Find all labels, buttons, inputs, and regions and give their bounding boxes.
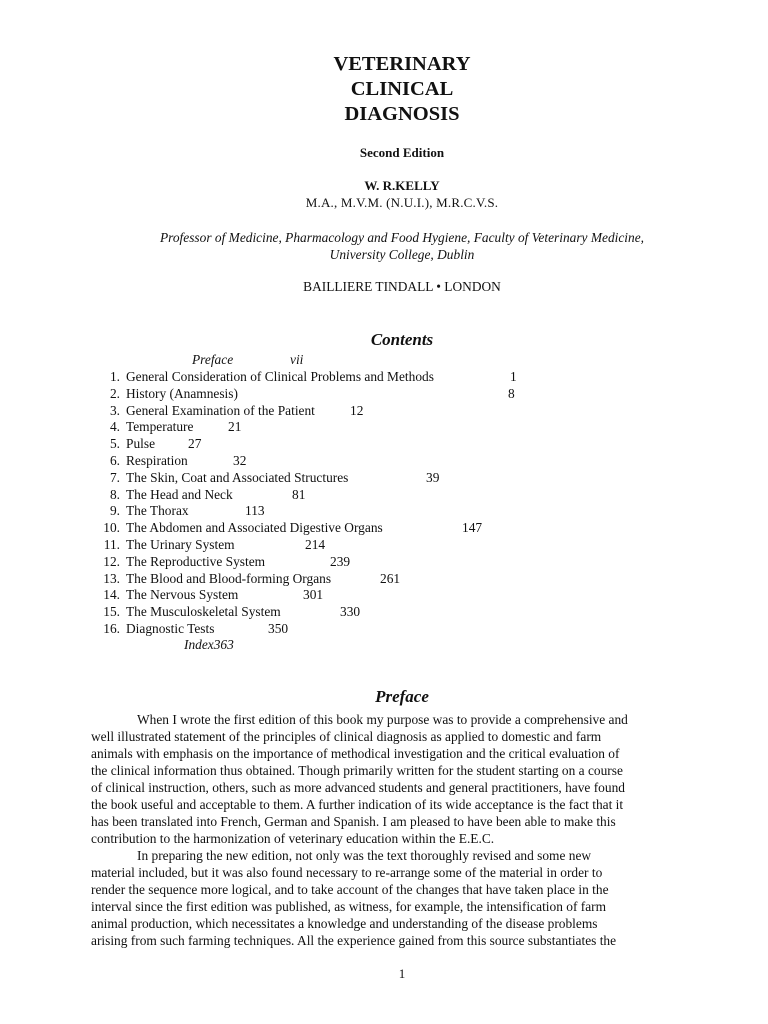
toc-item-page: 8 [508,385,515,401]
page-number: 1 [398,966,406,981]
text-line: material included, but it was also found necessary to re-arrange some of the material in order to [91,865,603,880]
text-line: In preparing the new edition, not only was the text thoroughly revised and some new [137,848,592,863]
toc-item-title: General Examination of the Patient [126,402,315,418]
toc-item-number: 13. [103,570,120,586]
toc-item-title: The Nervous System [126,587,239,603]
toc-item-row [0,553,768,570]
text-line: the book useful and acceptable to them. A further indication of its wide acceptance is the fact that it [91,797,624,812]
text-line: contribution to the harmonization of veterinary education within the E.E.C. [91,831,495,846]
toc-item-title: Diagnostic Tests [126,621,215,636]
preface-heading: Preface [375,687,429,706]
toc-index: Index363 [184,637,234,652]
toc-item-number: 1. [109,369,120,384]
contents-heading: Contents [370,330,434,349]
toc-item-page: 12 [350,402,364,418]
toc-item-title: The Abdomen and Associated Digestive Organs [126,520,383,536]
book-title-line-1: VETERINARY [333,53,471,75]
toc-item-title: Respiration [126,453,188,468]
toc-item-row [0,620,768,637]
toc-item-row [0,402,768,419]
toc-item-title: The Musculoskeletal System [126,604,281,620]
text-line: the clinical information thus obtained. Though primarily written for the student starting on a course [91,763,623,778]
toc-item-number: 15. [103,604,120,620]
toc-item-row [0,469,768,486]
toc-item-page: 239 [330,553,351,569]
toc-item-page: 81 [292,486,306,502]
toc-item-number: 11. [103,537,120,552]
toc-item-row [0,603,768,620]
toc-item-number: 14. [103,587,120,603]
toc-item-row [0,586,768,603]
toc-item-title: The Blood and Blood-forming Organs [126,570,332,586]
toc-item-title: History (Anamnesis) [126,385,238,401]
toc-item-row [0,435,768,452]
toc-item-page: 261 [380,570,401,586]
toc-item-page: 350 [268,621,289,636]
toc-item-row [0,385,768,402]
toc-item-number: 2. [109,385,120,401]
toc-item-title: Pulse [126,436,156,452]
toc-item-row [0,519,768,536]
toc-preface-row [0,351,768,368]
text-line: animal production, which necessitates a knowledge and understanding of the disease problems [91,916,598,931]
toc-item-title: The Head and Neck [126,486,233,502]
toc-item-page: 27 [188,436,202,452]
text-line: When I wrote the first edition of this book my purpose was to provide a comprehensive and [137,712,628,727]
author-affiliation-line-1: Professor of Medicine, Pharmacology and Food Hygiene, Faculty of Veterinary Medicine, [159,230,645,245]
book-title-line-2: CLINICAL [350,78,454,100]
toc-item-title: The Urinary System [126,537,235,552]
toc-item-row [0,570,768,587]
toc-item-page: 214 [305,537,326,552]
toc-item-number: 16. [103,621,120,636]
preface-paragraph-2 [91,847,704,949]
toc-item-number: 5. [109,436,120,452]
toc-item-title: The Thorax [126,503,189,519]
text-line: of clinical instruction, others, such as more advanced students and general practitioners, have found [91,780,625,795]
toc-item-row [0,452,768,469]
toc-item-page: 32 [233,453,247,468]
toc-item-number: 3. [109,402,120,418]
author-name: W. R.KELLY [364,178,440,193]
toc-item-title: The Skin, Coat and Associated Structures [126,469,349,485]
preface-paragraph-1 [91,711,704,847]
toc-item-row [0,368,768,385]
toc-item-number: 12. [103,553,120,569]
toc-preface-label: Preface [192,352,234,367]
toc-item-number: 9. [109,503,120,519]
toc-item-title: General Consideration of Clinical Problems and Methods [126,369,434,384]
toc-preface-page: vii [290,352,304,367]
toc-item-row [0,486,768,503]
toc-item-page: 147 [462,520,483,536]
toc-item-title: The Reproductive System [126,553,266,569]
toc-item-row [0,502,768,519]
text-line: interval since the first edition was published, as witness, for example, the intensification of farm [91,899,607,914]
toc-item-page: 39 [426,469,440,485]
text-line: has been translated into French, German and Spanish. I am pleased to have been able to make this [91,814,616,829]
text-line: well illustrated statement of the principles of clinical diagnosis as applied to domestic and farm [91,729,602,744]
toc-item-number: 4. [109,419,120,435]
text-line: render the sequence more logical, and to take account of the changes that have taken place in the [91,882,609,897]
toc-item-title: Temperature [126,419,194,435]
toc-item-page: 21 [228,419,242,435]
author-affiliation-line-2: University College, Dublin [329,247,475,262]
toc-item-page: 301 [303,587,324,603]
text-line: arising from such farming techniques. All the experience gained from this source substantiates the [91,933,617,948]
text-line: animals with emphasis on the importance of methodical investigation and the critical evaluation of [91,746,620,761]
book-title-line-3: DIAGNOSIS [344,103,460,125]
toc-item-page: 113 [245,503,265,519]
author-qualifications: M.A., M.V.M. (N.U.I.), M.R.C.V.S. [305,195,499,210]
edition-label: Second Edition [359,145,445,160]
toc-item-row [0,536,768,553]
toc-item-page: 330 [340,604,361,620]
toc-item-number: 8. [109,486,120,502]
toc-item-number: 6. [109,453,120,468]
publisher: BAILLIERE TINDALL • LONDON [303,279,501,294]
toc-item-row [0,418,768,435]
toc-item-number: 7. [109,469,120,485]
toc-item-page: 1 [510,369,517,384]
toc-item-number: 10. [103,520,120,536]
